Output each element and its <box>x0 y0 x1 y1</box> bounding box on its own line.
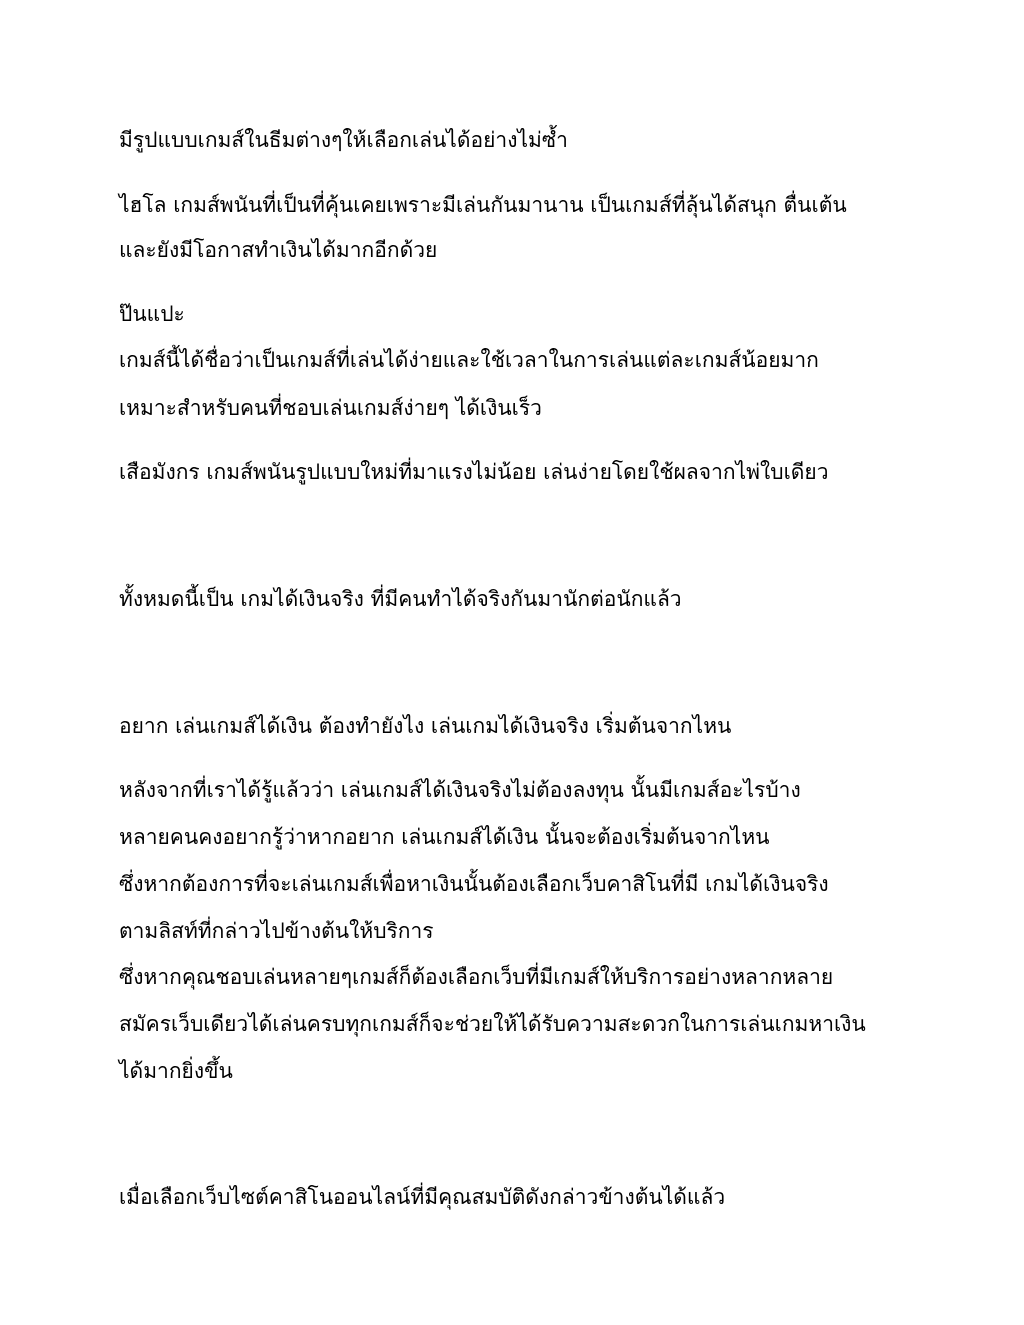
text-line: หลังจากที่เราได้รู้แล้วว่า เล่นเกมส์ได้เงินจริงไม่ต้องลงทุน นั้นมีเกมส์อะไรบ้าง <box>119 778 801 802</box>
text-line: หลายคนคงอยากรู้ว่าหากอยาก เล่นเกมส์ได้เงิน นั้นจะต้องเริ่มต้นจากไหน <box>119 825 770 849</box>
text-line: อยาก เล่นเกมส์ได้เงิน ต้องทำยังไง เล่นเกมได้เงินจริง เริ่มต้นจากไหน <box>119 714 732 738</box>
text-line: และยังมีโอกาสทำเงินได้มากอีกด้วย <box>119 238 438 262</box>
text-line: สมัครเว็บเดียวได้เล่นครบทุกเกมส์ก็จะช่วยให้ได้รับความสะดวกในการเล่นเกมหาเงิน <box>119 1012 866 1036</box>
text-line: มีรูปแบบเกมส์ในธีมต่างๆให้เลือกเล่นได้อย่างไม่ซ้ำ <box>119 128 568 152</box>
text-line: เกมส์นี้ได้ชื่อว่าเป็นเกมส์ที่เล่นได้ง่ายและใช้เวลาในการเล่นแต่ละเกมส์น้อยมาก <box>119 348 819 372</box>
text-line: ป๊นแปะ <box>119 302 185 326</box>
text-line: ซึ่งหากคุณชอบเล่นหลายๆเกมส์ก็ต้องเลือกเว็บที่มีเกมส์ให้บริการอย่างหลากหลาย <box>119 965 834 989</box>
text-line: ซึ่งหากต้องการที่จะเล่นเกมส์เพื่อหาเงินนั้นต้องเลือกเว็บคาสิโนที่มี เกมได้เงินจริง <box>119 872 829 896</box>
text-line: ทั้งหมดนี้เป็น เกมได้เงินจริง ที่มีคนทำได้จริงกันมานักต่อนักแล้ว <box>119 587 682 611</box>
text-line: เสือมังกร เกมส์พนันรูปแบบใหม่ที่มาแรงไม่น้อย เล่นง่ายโดยใช้ผลจากไพ่ใบเดียว <box>119 460 829 484</box>
text-line: ได้มากยิ่งขึ้น <box>119 1059 233 1083</box>
text-line: ไฮโล เกมส์พนันที่เป็นที่คุ้นเคยเพราะมีเล่นกันมานาน เป็นเกมส์ที่ลุ้นได้สนุก ตื่นเต้น <box>119 193 847 217</box>
text-line: เมื่อเลือกเว็บไซต์คาสิโนออนไลน์ที่มีคุณสมบัติดังกล่าวข้างต้นได้แล้ว <box>119 1185 726 1209</box>
text-line: ตามลิสท์ที่กล่าวไปข้างต้นให้บริการ <box>119 919 434 943</box>
text-line: เหมาะสำหรับคนที่ชอบเล่นเกมส์ง่ายๆ ได้เงินเร็ว <box>119 396 542 420</box>
